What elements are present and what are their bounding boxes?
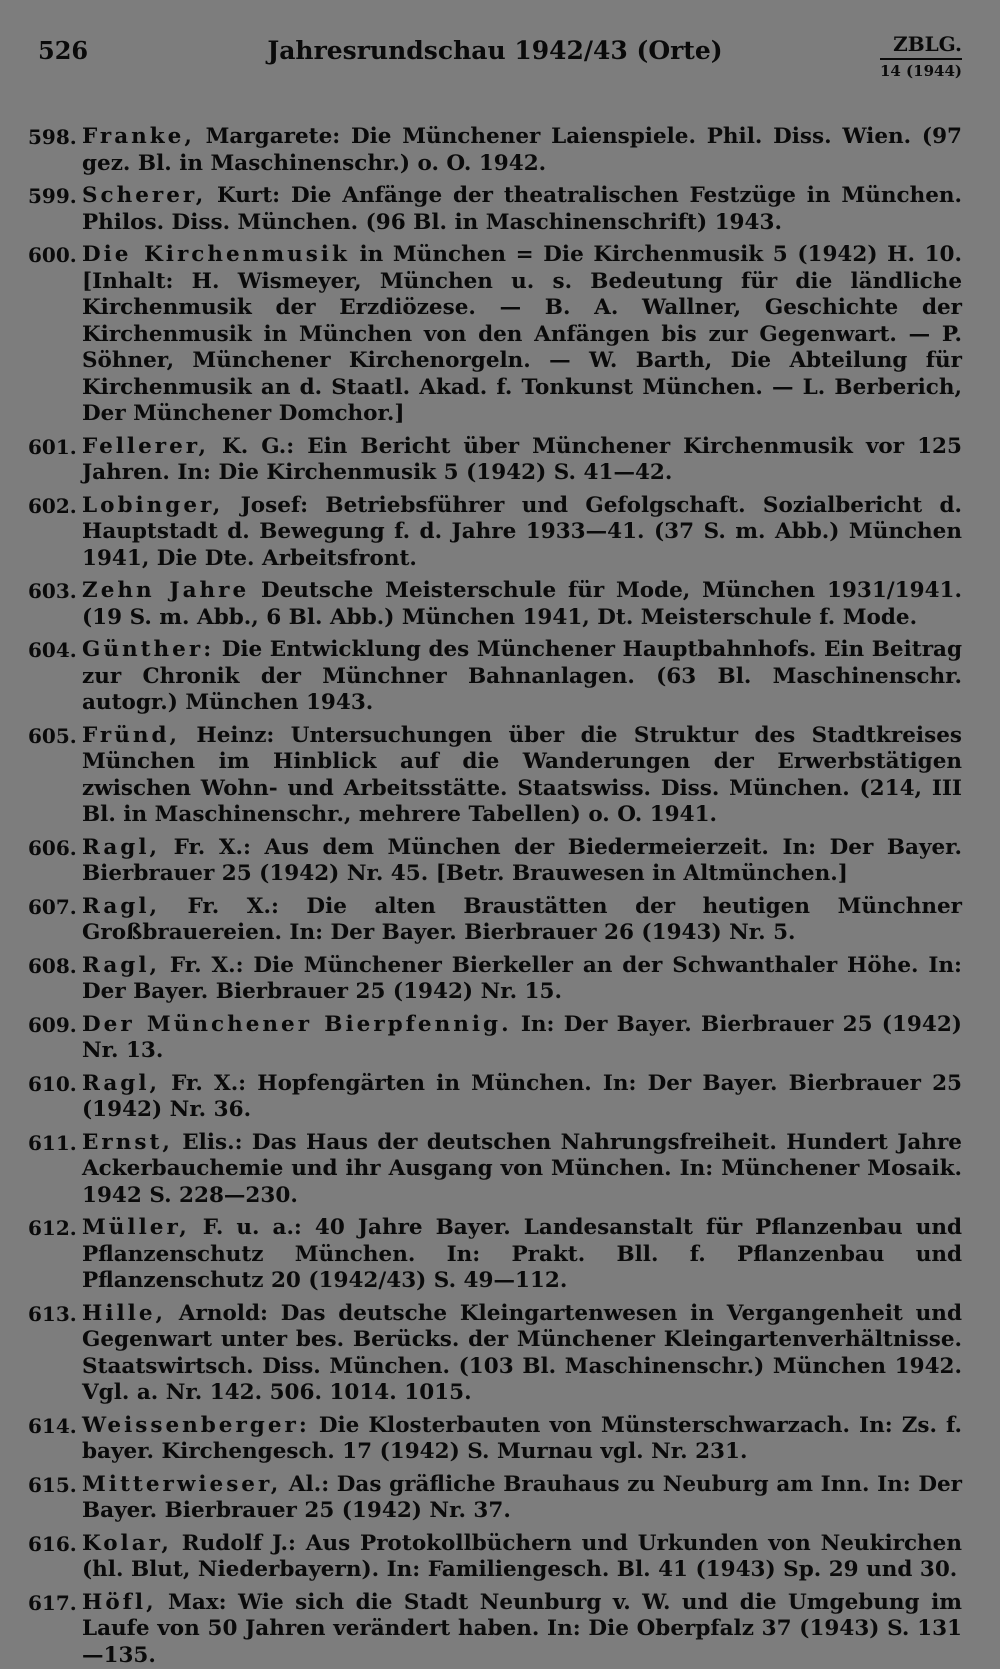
entry-author: Müller, [82, 1215, 190, 1240]
bibliography-entry [28, 183, 962, 236]
bibliography-entry [28, 578, 962, 631]
entry-text: Fr. X.: Hopfengärten in München. In: Der Bayer. Bierbrauer 25 (1942) Nr. 36. [82, 1071, 962, 1123]
entry-number: 610. [28, 1071, 76, 1098]
entry-number: 609. [28, 1012, 76, 1039]
bibliography-entry [28, 1071, 962, 1124]
entry-text: Fr. X.: Die alten Braustätten der heutigen Münchner Großbrauereien. In: Der Bayer. Bierbrauer 26 (1943) Nr. 5. [82, 894, 962, 946]
entry-author: Fellerer, [82, 434, 209, 459]
page-header [28, 28, 962, 98]
entry-number: 605. [28, 723, 76, 750]
entry-number: 604. [28, 637, 76, 664]
entry-author: Fründ, [82, 723, 180, 748]
bibliography-entry [28, 1130, 962, 1210]
entry-number: 603. [28, 578, 76, 605]
bibliography-list [28, 124, 962, 1669]
bibliography-entry [28, 1472, 962, 1525]
entry-text: Deutsche Meisterschule für Mode, München 1931/1941. (19 S. m. Abb., 6 Bl. Abb.) München 1941, Dt. Meisterschule f. Mode. [82, 578, 962, 630]
journal-reference [880, 32, 962, 80]
entry-author: Lobinger, [82, 493, 223, 518]
page-number: 526 [38, 36, 88, 65]
bibliography-entry [28, 835, 962, 888]
entry-number: 599. [28, 183, 76, 210]
entry-author: Mitterwieser, [82, 1472, 281, 1497]
entry-text: Arnold: Das deutsche Kleingartenwesen in Vergangenheit und Gegenwart unter bes. Berücks. der Münchener Kleingartenverhältnisse. Staatswirtsch. Diss. München. (103 Bl. Maschinenschr.) München 1942. Vgl. a. Nr. 142. 506. 1014. 1015. [82, 1301, 962, 1406]
entry-author: Ragl, [82, 835, 160, 860]
entry-text: Kurt: Die Anfänge der theatralischen Festzüge in München. Philos. Diss. München. (96 Bl. in Maschinenschrift) 1943. [82, 183, 962, 235]
entry-number: 613. [28, 1301, 76, 1328]
entry-number: 602. [28, 493, 76, 520]
bibliography-entry [28, 894, 962, 947]
entry-text: Die Klosterbauten von Münsterschwarzach. In: Zs. f. bayer. Kirchengesch. 17 (1942) S. Murnau vgl. Nr. 231. [82, 1413, 962, 1465]
entry-author: Ragl, [82, 953, 160, 978]
entry-number: 614. [28, 1413, 76, 1440]
entry-author: Der Münchener Bierpfennig. [82, 1012, 512, 1037]
journal-volume: 14 (1944) [880, 60, 962, 80]
entry-author: Scherer, [82, 183, 206, 208]
entry-number: 611. [28, 1130, 76, 1157]
entry-text: Fr. X.: Aus dem München der Biedermeierzeit. In: Der Bayer. Bierbrauer 25 (1942) Nr. 45. [Betr. Brauwesen in Altmünchen.] [82, 835, 962, 887]
entry-author: Die Kirchenmusik [82, 242, 350, 267]
bibliography-entry [28, 124, 962, 177]
entry-text: Al.: Das gräfliche Brauhaus zu Neuburg am Inn. In: Der Bayer. Bierbrauer 25 (1942) Nr. 37. [82, 1472, 962, 1524]
entry-text: Max: Wie sich die Stadt Neunburg v. W. und die Umgebung im Laufe von 50 Jahren verändert haben. In: Die Oberpfalz 37 (1943) S. 131—135. [82, 1590, 962, 1668]
entry-text: Die Entwicklung des Münchener Hauptbahnhofs. Ein Beitrag zur Chronik der Münchner Bahnanlagen. (63 Bl. Maschinenschr. autogr.) München 1943. [82, 637, 962, 715]
bibliography-entry [28, 1590, 962, 1669]
bibliography-entry [28, 637, 962, 717]
entry-author: Franke, [82, 124, 195, 149]
bibliography-entry [28, 1301, 962, 1407]
entry-text: Elis.: Das Haus der deutschen Nahrungsfreiheit. Hundert Jahre Ackerbauchemie und ihr Ausgang von München. In: Münchener Mosaik. 1942 S. 228—230. [82, 1130, 962, 1208]
entry-number: 612. [28, 1215, 76, 1242]
entry-author: Hille, [82, 1301, 166, 1326]
entry-author: Weissenberger: [82, 1413, 310, 1438]
entry-number: 600. [28, 242, 76, 269]
entry-number: 608. [28, 953, 76, 980]
entry-number: 615. [28, 1472, 76, 1499]
entry-author: Ernst, [82, 1130, 173, 1155]
bibliography-entry [28, 1531, 962, 1584]
entry-number: 616. [28, 1531, 76, 1558]
entry-number: 598. [28, 124, 76, 151]
entry-author: Ragl, [82, 894, 160, 919]
bibliography-entry [28, 1012, 962, 1065]
entry-author: Zehn Jahre [82, 578, 249, 603]
entry-text: K. G.: Ein Bericht über Münchener Kirchenmusik vor 125 Jahren. In: Die Kirchenmusik 5 (1942) S. 41—42. [82, 434, 962, 486]
journal-abbreviation: ZBLG. [880, 32, 962, 60]
bibliography-entry [28, 723, 962, 829]
entry-text: in München = Die Kirchenmusik 5 (1942) H. 10. [Inhalt: H. Wismeyer, München u. s. Bedeutung für die ländliche Kirchenmusik der Erzdiözese. — B. A. Wallner, Geschichte der Kirchenmusik in München von den Anfängen bis zur Gegenwart. — P. Söhner, Münchener Kirchenorgeln. — W. Barth, Die Abteilung für Kirchenmusik an d. Staatl. Akad. f. Tonkunst München. — L. Berberich, Der Münchener Domchor.] [82, 242, 962, 426]
entry-text: Fr. X.: Die Münchener Bierkeller an der Schwanthaler Höhe. In: Der Bayer. Bierbrauer 25 (1942) Nr. 15. [82, 953, 962, 1005]
bibliography-entry [28, 493, 962, 573]
running-title: Jahresrundschau 1942/43 (Orte) [28, 36, 962, 65]
entry-author: Günther: [82, 637, 214, 662]
entry-author: Ragl, [82, 1071, 160, 1096]
bibliography-entry [28, 434, 962, 487]
entry-number: 607. [28, 894, 76, 921]
entry-text: Margarete: Die Münchener Laienspiele. Phil. Diss. Wien. (97 gez. Bl. in Maschinenschr.) o. O. 1942. [82, 124, 962, 176]
entry-number: 601. [28, 434, 76, 461]
entry-text: Rudolf J.: Aus Protokollbüchern und Urkunden von Neukirchen (hl. Blut, Niederbayern). In: Familiengesch. Bl. 41 (1943) Sp. 29 und 30. [82, 1531, 962, 1583]
bibliography-entry [28, 242, 962, 428]
entry-number: 617. [28, 1590, 76, 1617]
entry-text: Josef: Betriebsführer und Gefolgschaft. Sozialbericht d. Hauptstadt d. Bewegung f. d. Jahre 1933—41. (37 S. m. Abb.) München 1941, Die Dte. Arbeitsfront. [82, 493, 962, 571]
entry-author: Kolar, [82, 1531, 172, 1556]
bibliography-entry [28, 1413, 962, 1466]
entry-text: Heinz: Untersuchungen über die Struktur des Stadtkreises München im Hinblick auf die Wanderungen der Erwerbstätigen zwischen Wohn- und Arbeitsstätte. Staatswiss. Diss. München. (214, III Bl. in Maschinenschr., mehrere Tabellen) o. O. 1941. [82, 723, 962, 828]
entry-text: In: Der Bayer. Bierbrauer 25 (1942) Nr. 13. [82, 1012, 962, 1064]
bibliography-entry [28, 953, 962, 1006]
entry-author: Höfl, [82, 1590, 157, 1615]
entry-text: F. u. a.: 40 Jahre Bayer. Landesanstalt für Pflanzenbau und Pflanzenschutz München. In: Prakt. Bll. f. Pflanzenbau und Pflanzenschutz 20 (1942/43) S. 49—112. [82, 1215, 962, 1293]
entry-number: 606. [28, 835, 76, 862]
bibliography-entry [28, 1215, 962, 1295]
